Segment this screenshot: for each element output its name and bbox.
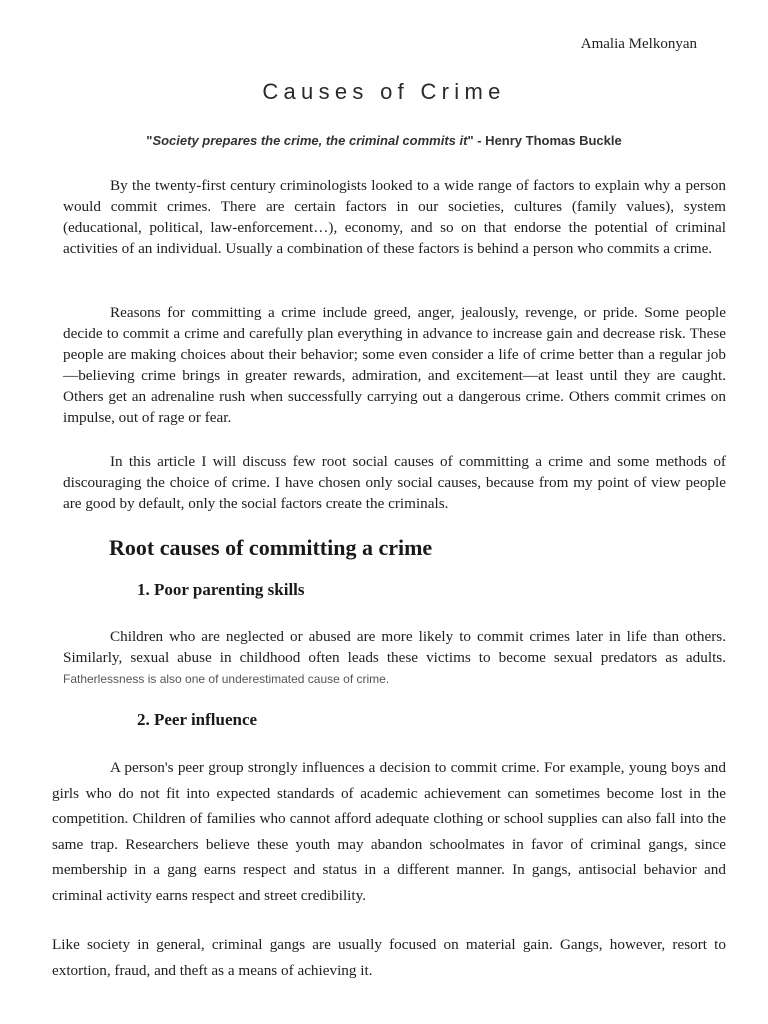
peer-paragraph: A person's peer group strongly influences a decision to commit crime. For example, young boys and girls who do not fit into expected standards of academic achievement can sometimes become lost in the competition. Children of families who cannot afford adequate clothing or school supplies can also fall into the same trap. Researchers believe these youth may abandon schoolmates in favor of criminal gangs, since membership in a gang earns respect and status in a different manner. In gangs, antisocial behavior and criminal activity earns respect and street credibility. (52, 759, 726, 904)
intro-paragraph-2: Reasons for committing a crime include greed, anger, jealously, revenge, or pride. Some people decide to commit a crime and carefully plan everything in advance to increase gain and decrease risk. These people are making choices about their behavior; some even consider a life of crime better than a regular job—believing crime brings in greater rewards, admiration, and excitement—at least until they are caught. Others get an adrenaline rush when successfully carrying out a dangerous crime. Others commit crimes on impulse, out of rage or fear. (63, 304, 726, 426)
parenting-note: Fatherlessness is also one of underestimated cause of crime. (63, 672, 390, 686)
quote-open-mark: " (146, 133, 153, 148)
quote-close-mark: " (467, 133, 474, 148)
peer-paragraph-2: Like society in general, criminal gangs are usually focused on material gain. Gangs, however, resort to extortion, fraud, and theft as a means of achieving it. (52, 936, 726, 979)
intro-paragraph-1: By the twenty-first century criminologists looked to a wide range of factors to explain why a person would commit crimes. There are certain factors in our societies, cultures (family values), system (educational, political, law-enforcement…), economy, and so on that endorse the potential of criminal activities of an individual. Usually a combination of these factors is behind a person who commits a crime. (63, 177, 726, 257)
document-title: Causes of Crime (262, 79, 506, 104)
subsection-heading-peer: 2. Peer influence (137, 710, 258, 729)
parenting-text: Children who are neglected or abused are more likely to commit crimes later in life than others. Similarly, sexual abuse in childhood often leads these victims to become sexual predators as adults. (63, 628, 726, 666)
subsection-heading-parenting: 1. Poor parenting skills (137, 580, 305, 599)
parenting-paragraph (63, 626, 726, 690)
author-name: Amalia Melkonyan (580, 36, 697, 52)
quote-attribution: - Henry Thomas Buckle (473, 133, 622, 148)
intro-paragraph-3: In this article I will discuss few root social causes of committing a crime and some methods of discouraging the choice of crime. I have chosen only social causes, because from my point of view people are good by default, only the social factors create the criminals. (63, 453, 726, 512)
epigraph-quote (0, 133, 768, 148)
quote-text: Society prepares the crime, the criminal commits it (152, 133, 468, 148)
section-heading: Root causes of committing a crime (109, 535, 433, 560)
